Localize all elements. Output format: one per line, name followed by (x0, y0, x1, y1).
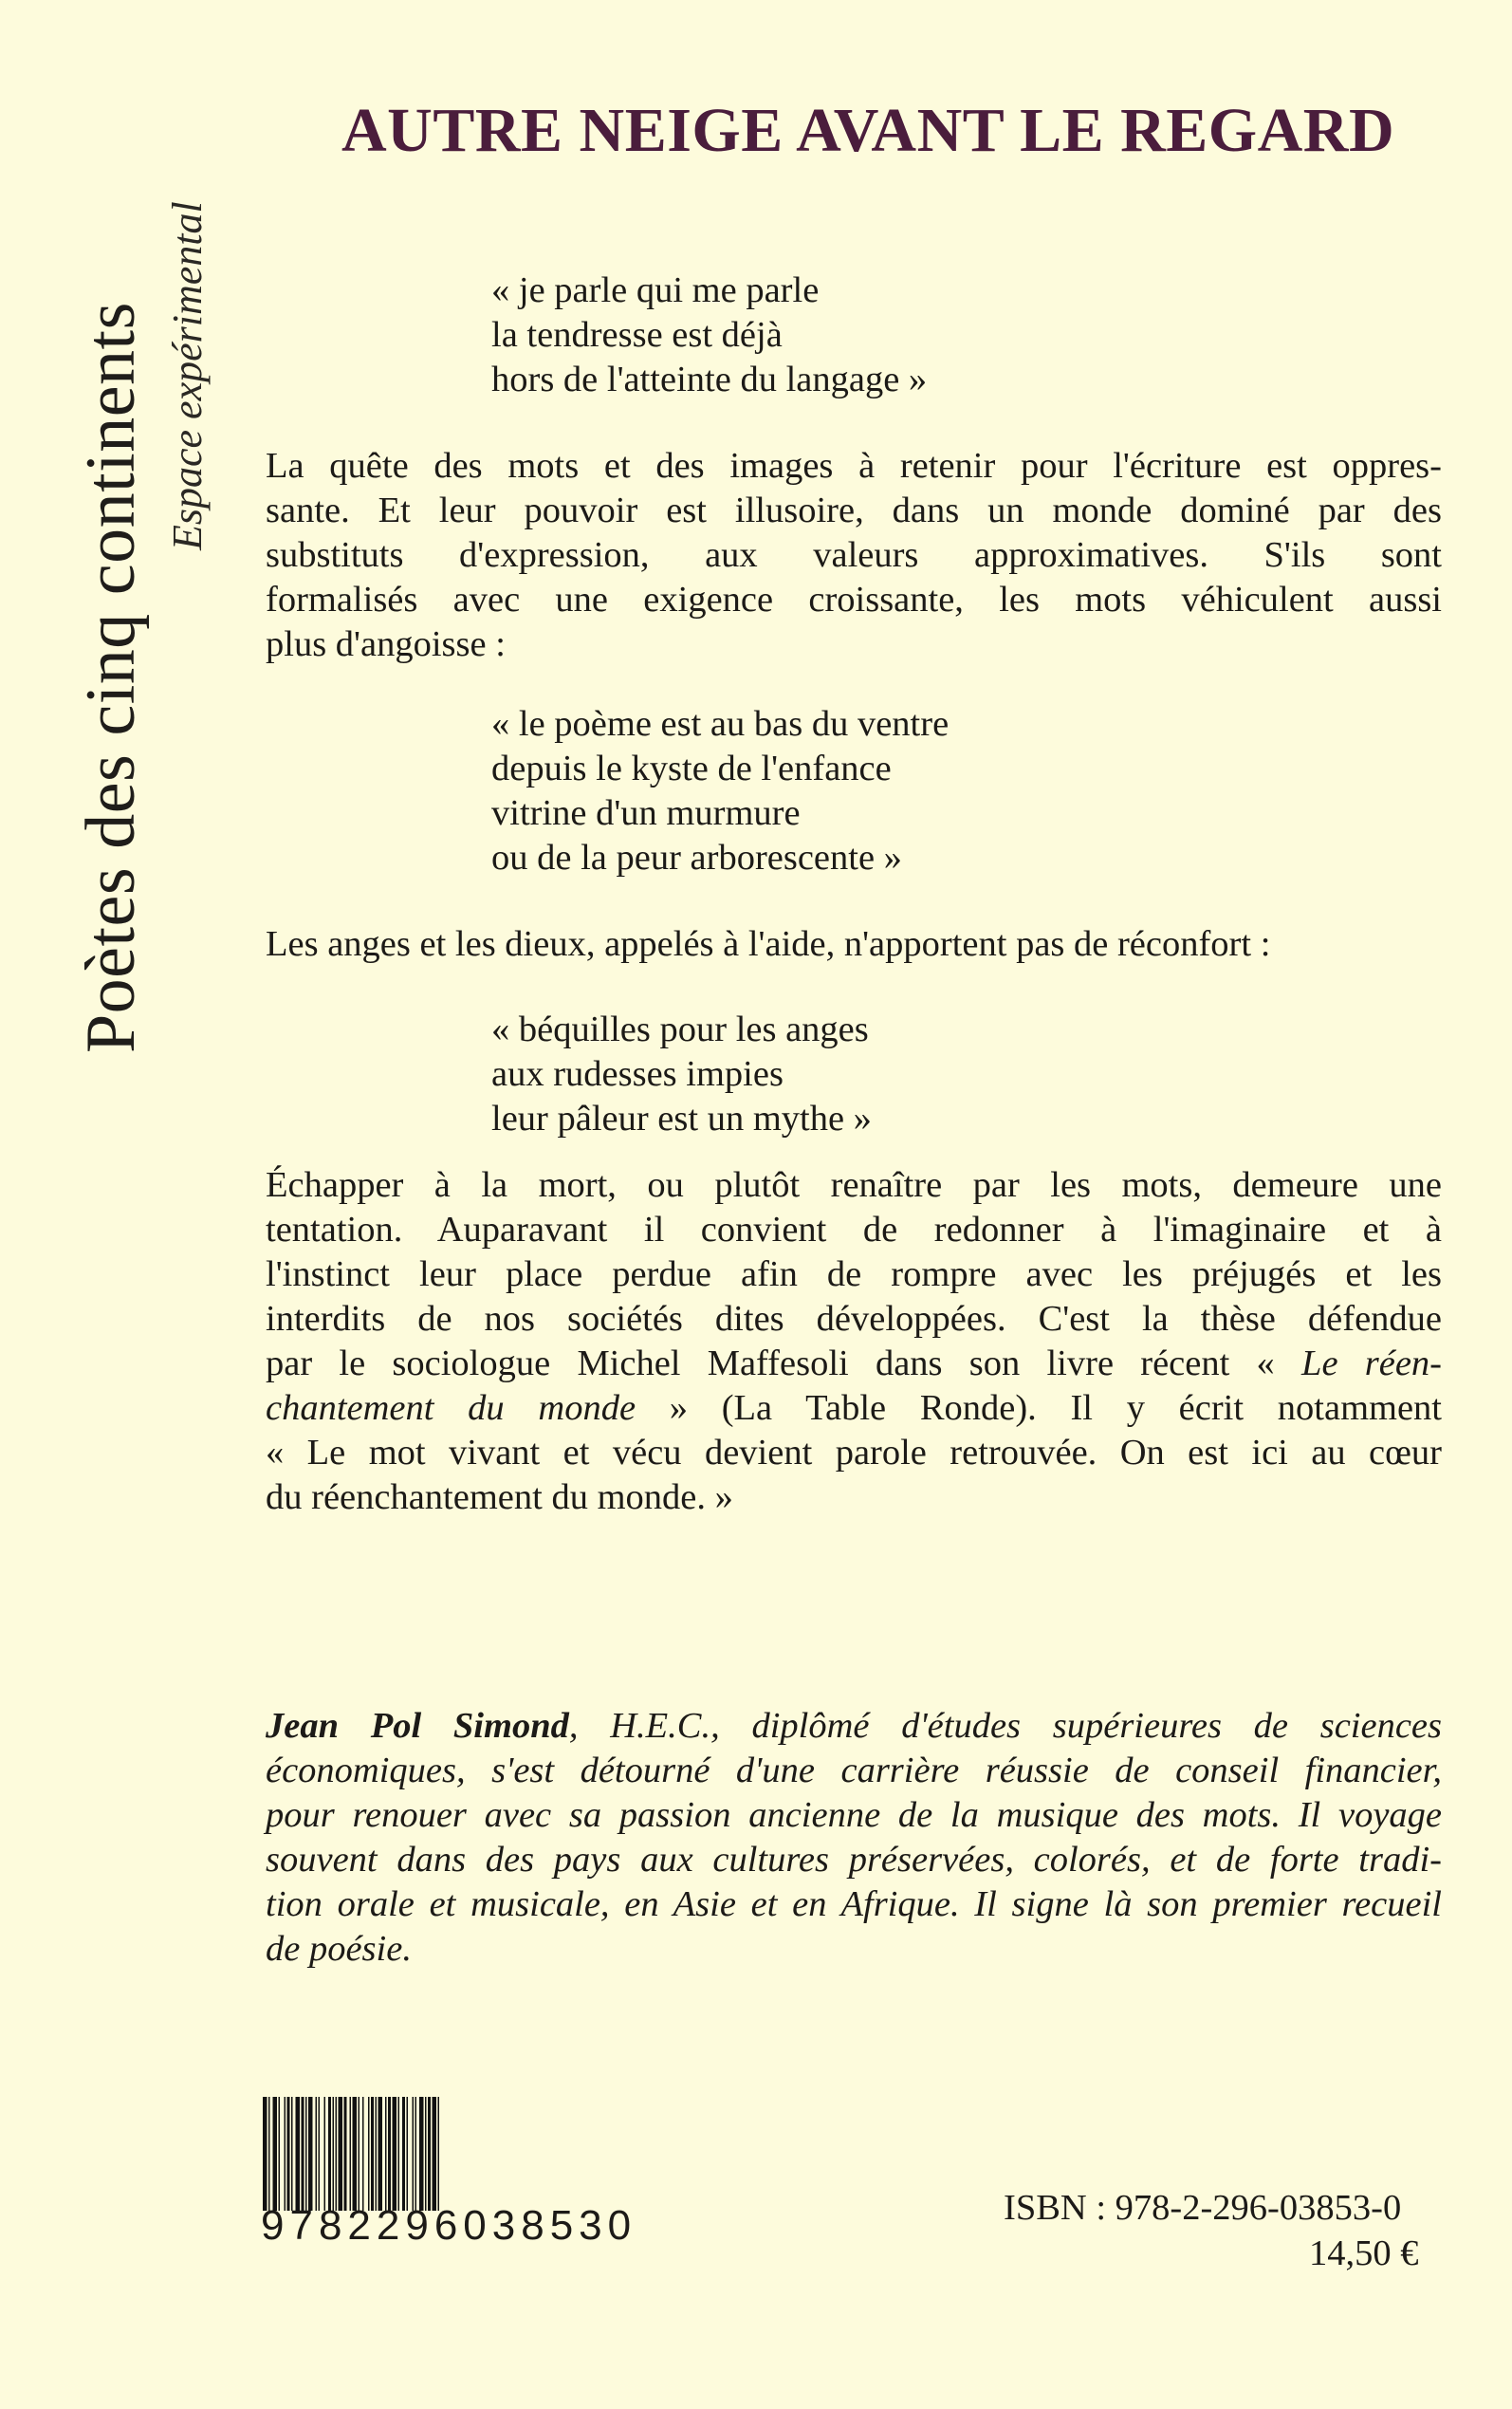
quote-line: « le poème est au bas du ventre (491, 704, 950, 744)
barcode-bar (376, 2097, 378, 2211)
barcode-bar (285, 2097, 286, 2211)
collection-name: Espace expérimental (164, 201, 211, 550)
barcode-bar (344, 2097, 347, 2211)
quote-line: « béquilles pour les anges (491, 1010, 869, 1049)
barcode-bar (433, 2097, 437, 2211)
paragraph-line: La quête des mots et des images à retenir pour l'écriture est oppres- (266, 446, 1442, 486)
author-name: Jean Pol Simond (266, 1706, 569, 1746)
book-reference-italic: Le réen- (1301, 1343, 1442, 1383)
quote-line: vitrine d'un murmure (491, 793, 801, 833)
barcode-bar (324, 2097, 326, 2211)
barcode-bar (273, 2097, 278, 2211)
barcode-bar (287, 2097, 290, 2211)
paragraph-3 (266, 1163, 1442, 1520)
barcode (261, 2097, 693, 2249)
barcode-bar (353, 2097, 358, 2211)
paragraph-line: substituts d'expression, aux valeurs approximatives. S'ils sont (266, 535, 1442, 575)
barcode-bar (308, 2097, 313, 2211)
barcode-bar (368, 2097, 370, 2211)
book-title: AUTRE NEIGE AVANT LE REGARD (341, 96, 1395, 165)
paragraph-line: sante. Et leur pouvoir est illusoire, dans un monde dominé par des (266, 491, 1442, 530)
text-run: » (La Table Ronde). Il y écrit notamment (636, 1388, 1442, 1428)
barcode-bar (362, 2097, 364, 2211)
barcode-bar (415, 2097, 417, 2211)
barcode-bar (279, 2097, 281, 2211)
paragraph-1 (266, 444, 1442, 667)
bio-line: souvent dans des pays aux cultures préservées, colorés, et de forte tradi- (266, 1840, 1442, 1880)
isbn: ISBN : 978-2-296-03853-0 (1004, 2188, 1402, 2228)
barcode-bar (291, 2097, 293, 2211)
barcode-bar (296, 2097, 301, 2211)
barcode-bar (413, 2097, 415, 2211)
barcode-bar (378, 2097, 383, 2211)
barcode-bar (419, 2097, 424, 2211)
paragraph-line: « Le mot vivant et vécu devient parole retrouvée. On est ici au cœur (266, 1433, 1442, 1473)
barcode-bar (385, 2097, 387, 2211)
barcode-bar (339, 2097, 343, 2211)
series-name: Poètes des cinq continents (72, 302, 150, 1053)
barcode-bar (302, 2097, 304, 2211)
paragraph-line: du réenchantement du monde. » (266, 1477, 733, 1517)
barcode-bars (261, 2097, 693, 2211)
author-bio (266, 1704, 1442, 1972)
barcode-digits: 9782296038530 (261, 2202, 637, 2249)
paragraph-line: plus d'angoisse : (266, 624, 506, 664)
author-credential: , H.E.C., (568, 1706, 752, 1746)
quote-line: leur pâleur est un mythe » (491, 1099, 872, 1139)
barcode-bar (359, 2097, 360, 2211)
barcode-bar (407, 2097, 409, 2211)
barcode-bar (336, 2097, 338, 2211)
barcode-bar (393, 2097, 397, 2211)
paragraph-line: interdits de nos sociétés dites développées. C'est la thèse défendue (266, 1299, 1442, 1339)
bio-line (266, 1704, 1442, 1749)
barcode-bar (428, 2097, 431, 2211)
barcode-bar (425, 2097, 427, 2211)
barcode-bar (371, 2097, 374, 2211)
quote-line: « je parle qui me parle (491, 270, 820, 310)
barcode-bar (350, 2097, 352, 2211)
price: 14,50 € (1309, 2233, 1419, 2273)
text-run: par le sociologue Michel Maffesoli dans son livre récent « (266, 1343, 1302, 1383)
quote-line: depuis le kyste de l'enfance (491, 749, 892, 788)
barcode-bar (268, 2097, 270, 2211)
quote-line: la tendresse est déjà (491, 315, 783, 355)
barcode-bar (333, 2097, 335, 2211)
barcode-bar (319, 2097, 321, 2211)
quote-line: ou de la peur arborescente » (491, 838, 902, 878)
paragraph-line (266, 1386, 1442, 1431)
paragraph-line: Échapper à la mort, ou plutôt renaître par les mots, demeure une (266, 1165, 1442, 1205)
paragraph-line: l'instinct leur place perdue afin de rompre avec les préjugés et les (266, 1254, 1442, 1294)
quote-block-1 (491, 269, 927, 402)
quote-block-3 (491, 1008, 872, 1141)
bio-line: pour renouer avec sa passion ancienne de la musique des mots. Il voyage (266, 1795, 1442, 1835)
quote-line: aux rudesses impies (491, 1054, 784, 1094)
paragraph-2: Les anges et les dieux, appelés à l'aide, n'apportent pas de réconfort : (266, 924, 1271, 964)
barcode-bar (305, 2097, 307, 2211)
text-run: diplômé d'études supérieures de sciences (751, 1706, 1442, 1746)
bio-line: tion orale et musicale, en Asie et en Afrique. Il signe là son premier recueil (266, 1884, 1442, 1924)
paragraph-line: formalisés avec une exigence croissante, les mots véhiculent aussi (266, 580, 1442, 620)
barcode-bar (388, 2097, 391, 2211)
quote-block-2 (491, 702, 949, 880)
barcode-bar (438, 2097, 440, 2211)
quote-line: hors de l'atteinte du langage » (491, 360, 928, 399)
paragraph-line: tentation. Auparavant il convient de redonner à l'imaginaire et à (266, 1210, 1442, 1250)
book-reference-italic: chantement du monde (266, 1388, 636, 1428)
bio-line: économiques, s'est détourné d'une carrière réussie de conseil financier, (266, 1751, 1442, 1790)
bio-line: de poésie. (266, 1929, 412, 1969)
barcode-bar (316, 2097, 318, 2211)
barcode-bar (328, 2097, 331, 2211)
paragraph-line (266, 1342, 1442, 1386)
barcode-bar (402, 2097, 405, 2211)
barcode-bar (398, 2097, 400, 2211)
barcode-bar (263, 2097, 267, 2211)
